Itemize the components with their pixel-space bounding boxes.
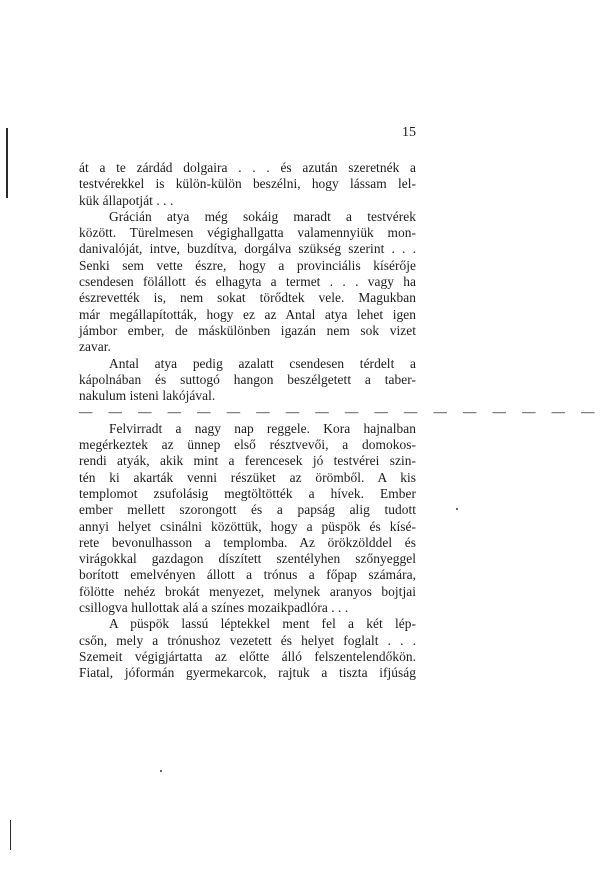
text-line: fölötte nehéz brokát menyezet, melynek aranyos bojtjai <box>79 583 416 599</box>
text-line: rete bevonulhasson a templomba. Az örökzölddel és <box>79 534 416 550</box>
text-line: kük állapotját . . . <box>79 192 174 208</box>
page-number: 15 <box>402 125 416 140</box>
text-line: között. Türelmesen végighallgatta valamennyiük mon- <box>79 225 416 241</box>
text-line: megérkeztek az ünnep első résztvevői, a domokos- <box>79 437 416 453</box>
text-line: ember mellett szorongott és a papság alig tudott <box>79 502 416 518</box>
text-line: Felvirradt a nagy nap reggele. Kora hajnalban <box>109 420 416 436</box>
text-line: Grácián atya még sokáig maradt a testvérek <box>109 208 416 224</box>
text-line: jámbor ember, de máskülönben igazán nem sok vizet <box>79 322 416 338</box>
binding-edge-shadow <box>6 128 8 198</box>
text-line: Antal atya pedig azalatt csendesen térdelt a <box>109 355 416 371</box>
text-line: danivalóját, intve, buzdítva, dorgálva szükség szerint . . . <box>79 241 416 257</box>
text-line: tén ki akarták venni részüket az örömből. A kis <box>79 469 416 485</box>
text-line: templomot zsufolásig megtöltötték a hívek. Ember <box>79 485 416 501</box>
text-line: Senki sem vette észre, hogy a provinciális kísérője <box>79 257 416 273</box>
paper-speck <box>160 770 162 772</box>
body-text <box>79 160 601 682</box>
text-line: testvérekkel is külön-külön beszélni, hogy lássam lel- <box>79 176 416 192</box>
text-line: át a te zárdád dolgaira . . . és azután szeretnék a <box>79 160 416 175</box>
text-line: nakulum isteni lakójával. <box>79 388 216 404</box>
text-line: zavar. <box>79 339 111 355</box>
paper-speck <box>456 508 458 510</box>
text-line: észrevették is, nem sokat törődtek vele. Magukban <box>79 290 416 306</box>
section-separator: — — — — — — — — — — — — — — — — — — <box>79 404 601 420</box>
text-line: Fiatal, jóformán gyermekarcok, rajtuk a tiszta ifjúság <box>79 665 416 681</box>
text-line: virágokkal gazdagon díszített szentélyhen szőnyeggel <box>79 551 416 567</box>
text-line: csendesen fölállott és elhagyta a termet . . . vagy ha <box>79 274 416 290</box>
text-line: csőn, mely a trónushoz vezetett és helyet foglalt . . . <box>79 632 416 648</box>
text-line: A püspök lassú léptekkel ment fel a két lép- <box>109 616 416 632</box>
binding-edge-shadow-lower <box>10 820 11 850</box>
text-line: már megállapították, hogy ez az Antal atya lehet igen <box>79 306 416 322</box>
text-line: borított emelvényen állott a trónus a főpap számára, <box>79 567 416 583</box>
text-line: Szemeit végigjártatta az előtte álló felszentelendőkön. <box>79 648 416 664</box>
text-line: csillogva hullottak alá a színes mozaikpadlóra . . . <box>79 600 349 616</box>
text-line: rendi atyák, akik mint a ferencesek jó testvérei szin- <box>79 453 416 469</box>
text-line: kápolnában és suttogó hangon beszélgetett a taber- <box>79 371 416 387</box>
text-line: annyi helyet csinálni közöttük, hogy a püspök és kísé- <box>79 518 416 534</box>
